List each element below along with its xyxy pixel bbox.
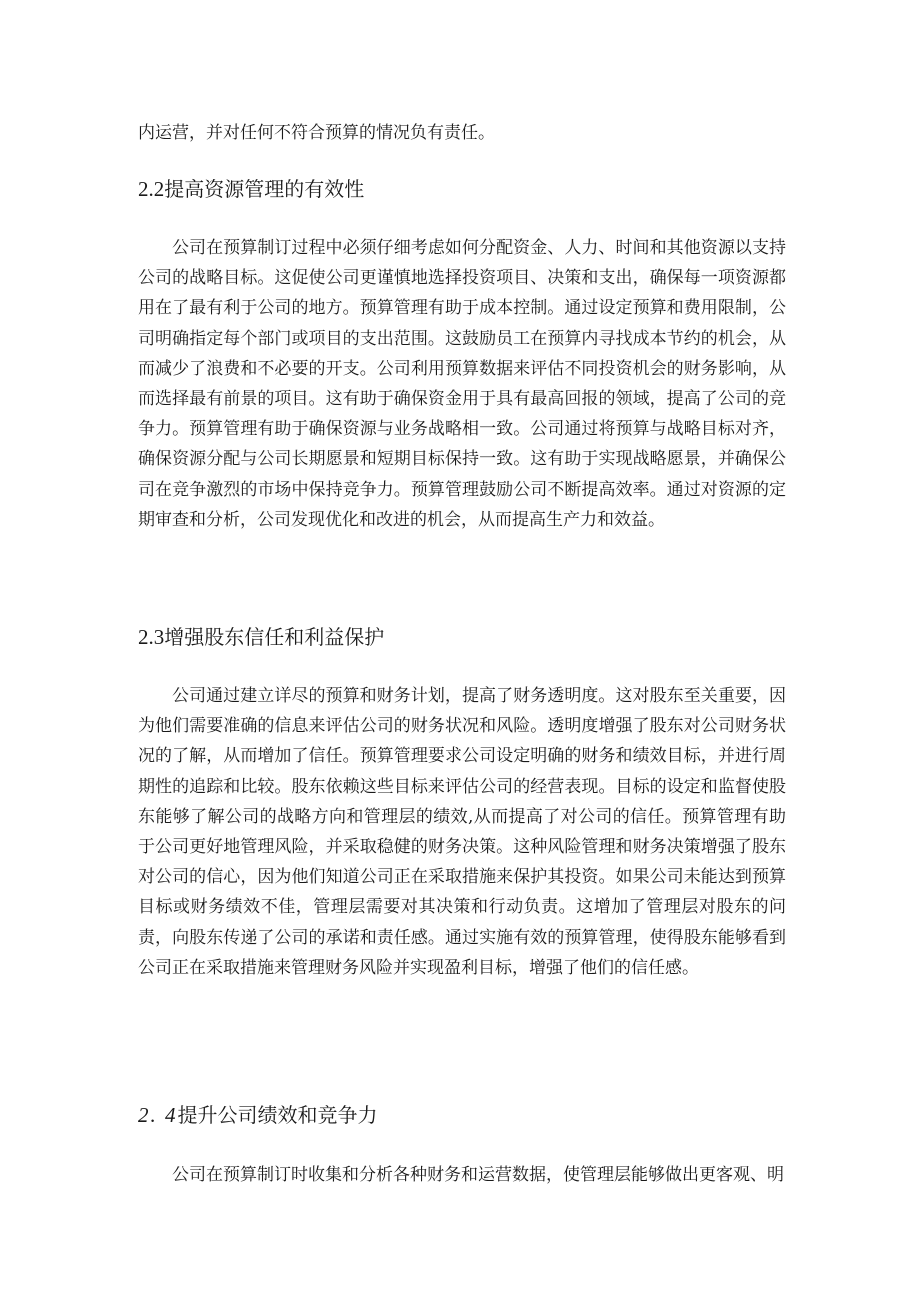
continued-paragraph: 内运营，并对任何不符合预算的情况负有责任。 <box>138 123 495 143</box>
section-number: 2.3 <box>138 625 165 649</box>
section-number: 2.2 <box>138 177 165 201</box>
section-body-2-4: 公司在预算制订时收集和分析各种财务和运营数据，使管理层能够做出更客观、明 <box>172 1165 784 1185</box>
section-title: 增强股东信任和利益保护 <box>164 625 385 649</box>
section-body-2-3: 公司通过建立详尽的预算和财务计划，提高了财务透明度。这对股东至关重要，因为他们需要准确的信息来评估公司的财务状况和风险。透明度增强了股东对公司财务状况的了解，从而增加了信任。预算管理要求公司设定明确的财务和绩效目标，并进行周期性的追踪和比较。股东依赖这些目标来评估公司的经营表现。目标的设定和监督使股东能够了解公司的战略方向和管理层的绩效,从而提高了对公司的信任。预算管理有助于公司更好地管理风险，并采取稳健的财务决策。这种风险管理和财务决策增强了股东对公司的信心，因为他们知道公司正在采取措施来保护其投资。如果公司未能达到预算目标或财务绩效不佳，管理层需要对其决策和行动负责。这增加了管理层对股东的问责，向股东传递了公司的承诺和责任感。通过实施有效的预算管理，使得股东能够看到公司正在采取措施来管理财务风险并实现盈利目标，增强了他们的信任感。 <box>138 686 786 978</box>
section-number: 2. 4 <box>138 1103 178 1127</box>
section-title: 提升公司绩效和竞争力 <box>177 1103 378 1127</box>
section-title: 提高资源管理的有效性 <box>164 177 365 201</box>
section-body-2-2: 公司在预算制订过程中必须仔细考虑如何分配资金、人力、时间和其他资源以支持公司的战略目标。这促使公司更谨慎地选择投资项目、决策和支出，确保每一项资源都用在了最有利于公司的地方。预算管理有助于成本控制。通过设定预算和费用限制，公司明确指定每个部门或项目的支出范围。这鼓励员工在预算内寻找成本节约的机会，从而减少了浪费和不必要的开支。公司利用预算数据来评估不同投资机会的财务影响，从而选择最有前景的项目。这有助于确保资金用于具有最高回报的领域，提高了公司的竞争力。预算管理有助于确保资源与业务战略相一致。公司通过将预算与战略目标对齐，确保资源分配与公司长期愿景和短期目标保持一致。这有助于实现战略愿景，并确保公司在竞争激烈的市场中保持竞争力。预算管理鼓励公司不断提高效率。通过对资源的定期审查和分析，公司发现优化和改进的机会，从而提高生产力和效益。 <box>138 238 786 530</box>
section-heading-2-3 <box>138 624 384 650</box>
section-heading-2-2 <box>138 176 364 202</box>
section-heading-2-4 <box>138 1102 378 1128</box>
